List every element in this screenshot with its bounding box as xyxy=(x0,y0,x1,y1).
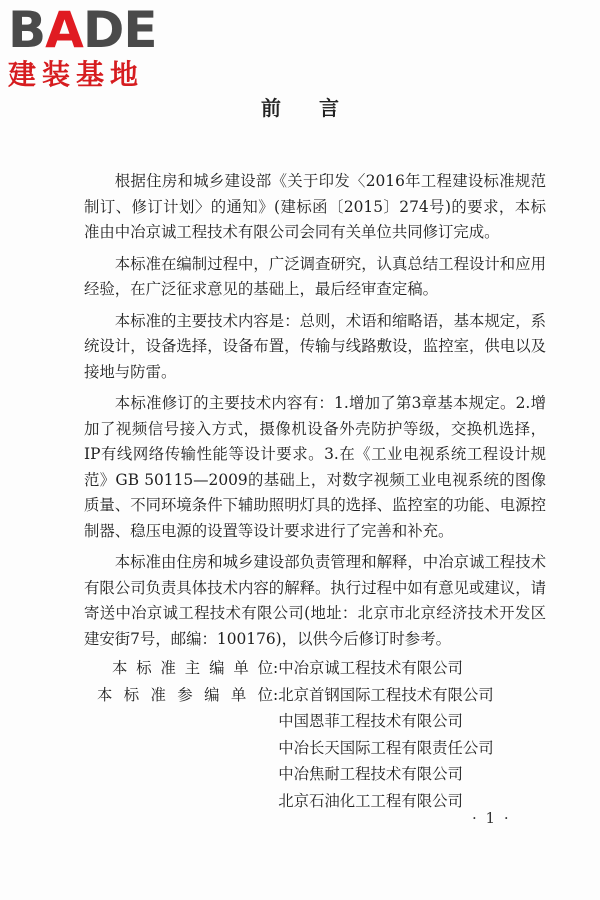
participating-org-4: 中冶焦耐工程技术有限公司 xyxy=(278,765,463,784)
logo-chinese-name: 建装基地 xyxy=(8,58,145,91)
participating-editor-colon: : xyxy=(273,685,279,704)
preface-body xyxy=(84,169,546,658)
editor-units xyxy=(84,655,546,815)
indent xyxy=(84,682,97,815)
participating-editor-orgs xyxy=(278,682,493,815)
participating-editor-row xyxy=(84,682,546,815)
participating-org-3: 中冶长天国际工程有限责任公司 xyxy=(278,738,494,757)
participating-editor-label: 本标准参编单位 xyxy=(97,685,273,704)
logo-letters-de: DE xyxy=(82,1,157,59)
indent xyxy=(84,655,112,682)
logo-wordmark xyxy=(8,1,188,59)
paragraph-3: 本标准的主要技术内容是：总则，术语和缩略语，基本规定，系统设计，设备选择，设备布置，传输与线路敷设，监控室，供电以及接地与防雷。 xyxy=(84,311,546,381)
paragraph-2: 本标准在编制过程中，广泛调查研究，认真总结工程设计和应用经验，在广泛征求意见的基础上，最后经审查定稿。 xyxy=(84,254,546,298)
chief-editor-orgs xyxy=(278,655,463,682)
participating-org-1: 北京首钢国际工程技术有限公司 xyxy=(278,685,494,704)
paragraph-5: 本标准由住房和城乡建设部负责管理和解释，中冶京诚工程技术有限公司负责具体技术内容的解释。执行过程中如有意见或建议，请寄送中冶京诚工程技术有限公司(地址：北京市北京经济技术开发区建安街7号，邮编：100176)，以供今后修订时参考。 xyxy=(84,553,546,648)
paragraph-1: 根据住房和城乡建设部《关于印发〈2016年工程建设标准规范制订、修订计划〉的通知》(建标函〔2015〕274号)的要求，本标准由中冶京诚工程技术有限公司会同有关单位共同修订完成。 xyxy=(84,172,546,241)
chief-editor-row xyxy=(84,655,546,682)
logo-letter-b: B xyxy=(8,1,46,59)
participating-org-5: 北京石油化工工程有限公司 xyxy=(278,791,463,810)
paragraph-4: 本标准修订的主要技术内容有：1.增加了第3章基本规定。2.增加了视频信号接入方式，摄像机设备外壳防护等级，交换机选择，IP有线网络传输性能等设计要求。3.在《工业电视系统工程设计规范》GB 50115—2009的基础上，对数字视频工业电视系统的图像质量、不同环境条件下辅助照明灯具的选择、监控室的功能、电源控制器、稳压电源的设置等设计要求进行了完善和补充。 xyxy=(84,394,546,540)
chief-editor-colon: : xyxy=(273,659,279,677)
participating-org-2: 中国恩菲工程技术有限公司 xyxy=(278,712,463,731)
page-title: 前言 xyxy=(261,96,377,120)
bade-logo xyxy=(8,1,188,94)
chief-editor-org: 中冶京诚工程技术有限公司 xyxy=(278,659,463,677)
logo-letter-a-accent: A xyxy=(45,1,83,59)
chief-editor-label: 本标准主编单位 xyxy=(112,659,273,677)
page-number: · 1 · xyxy=(472,809,511,827)
